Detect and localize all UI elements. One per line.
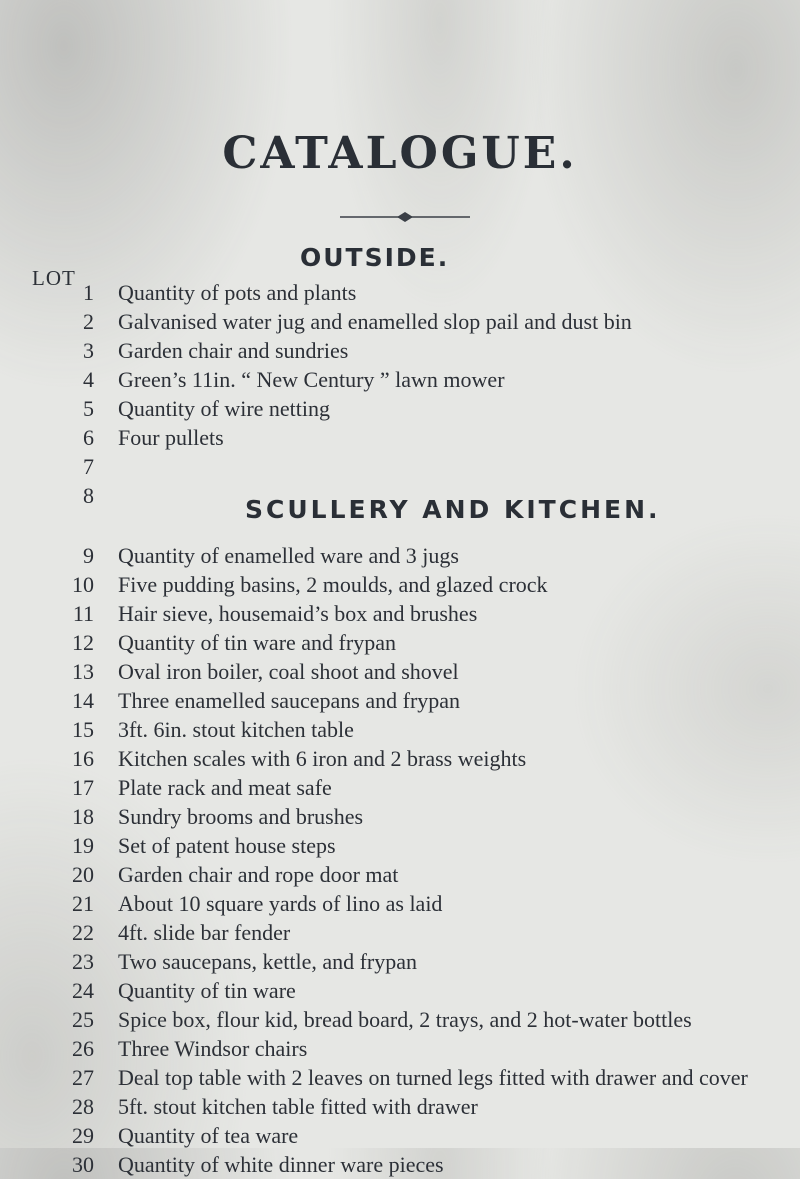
lot-number: 5: [83, 396, 94, 421]
lot-description: Deal top table with 2 leaves on turned legs fitted with drawer and cover: [118, 1065, 748, 1090]
lot-number: 17: [72, 775, 94, 800]
lot-description: Two saucepans, kettle, and frypan: [118, 949, 418, 974]
lot-number: 13: [72, 659, 94, 684]
lot-description: Quantity of enamelled ware and 3 jugs: [118, 543, 459, 568]
lot-number: 11: [72, 601, 94, 626]
lot-description: Five pudding basins, 2 moulds, and glazed crock: [118, 572, 548, 597]
lot-number: 28: [72, 1094, 94, 1119]
lot-description: Sundry brooms and brushes: [118, 804, 364, 829]
lot-description: Spice box, flour kid, bread board, 2 trays, and 2 hot-water bottles: [118, 1007, 692, 1032]
lot-number: 27: [72, 1065, 94, 1090]
lot-description: 3ft. 6in. stout kitchen table: [118, 717, 354, 742]
lot-number: 12: [72, 630, 94, 655]
lot-number: 19: [72, 833, 94, 858]
lot-description: Set of patent house steps: [118, 833, 336, 858]
lot-description: Kitchen scales with 6 iron and 2 brass weights: [118, 746, 527, 771]
lot-number: 4: [83, 367, 94, 392]
lot-number: 15: [72, 717, 94, 742]
lot-description: Quantity of tea ware: [118, 1123, 299, 1148]
lot-number: 7: [83, 454, 94, 479]
lot-description: Plate rack and meat safe: [118, 775, 332, 800]
lot-number: 9: [83, 543, 94, 568]
lot-number: 16: [72, 746, 94, 771]
lot-description: Garden chair and sundries: [118, 338, 349, 363]
lot-number: 23: [72, 949, 94, 974]
lot-number: 29: [72, 1123, 94, 1148]
lot-number: 25: [72, 1007, 94, 1032]
lot-description: Quantity of tin ware and frypan: [118, 630, 396, 655]
lot-description: Four pullets: [118, 425, 224, 450]
lot-description: Quantity of tin ware: [118, 978, 296, 1003]
lot-column-header: LOT: [32, 266, 76, 290]
lot-number: 14: [72, 688, 94, 713]
lot-number: 20: [72, 862, 94, 887]
page-title: CATALOGUE.: [222, 128, 578, 179]
divider-ornament: [340, 210, 470, 224]
section-heading-scullery-kitchen: SCULLERY AND KITCHEN.: [245, 495, 661, 524]
lot-number: 8: [83, 483, 94, 508]
lot-description: Galvanised water jug and enamelled slop pail and dust bin: [118, 309, 632, 334]
section-heading-outside: OUTSIDE.: [300, 243, 450, 272]
lot-number: 22: [72, 920, 94, 945]
lot-description: About 10 square yards of lino as laid: [118, 891, 443, 916]
lot-number: 18: [72, 804, 94, 829]
lot-number: 24: [72, 978, 94, 1003]
lot-description: 4ft. slide bar fender: [118, 920, 291, 945]
lot-description: Hair sieve, housemaid’s box and brushes: [118, 601, 478, 626]
lot-number: 1: [83, 280, 94, 305]
lot-description: Three enamelled saucepans and frypan: [118, 688, 461, 713]
lot-description: Quantity of pots and plants: [118, 280, 357, 305]
lot-description: Quantity of white dinner ware pieces: [118, 1152, 444, 1177]
lot-description: 5ft. stout kitchen table fitted with drawer: [118, 1094, 478, 1119]
lot-number: 2: [83, 309, 94, 334]
lot-number: 6: [83, 425, 94, 450]
lot-description: Three Windsor chairs: [118, 1036, 308, 1061]
lot-description: Green’s 11in. “ New Century ” lawn mower: [118, 367, 505, 392]
lot-number: 26: [72, 1036, 94, 1061]
lot-description: Garden chair and rope door mat: [118, 862, 399, 887]
lot-number: 21: [72, 891, 94, 916]
lot-description: Oval iron boiler, coal shoot and shovel: [118, 659, 459, 684]
lot-number: 10: [72, 572, 94, 597]
lot-description: Quantity of wire netting: [118, 396, 331, 421]
lot-number: 3: [83, 338, 94, 363]
lot-number: 30: [72, 1152, 94, 1177]
